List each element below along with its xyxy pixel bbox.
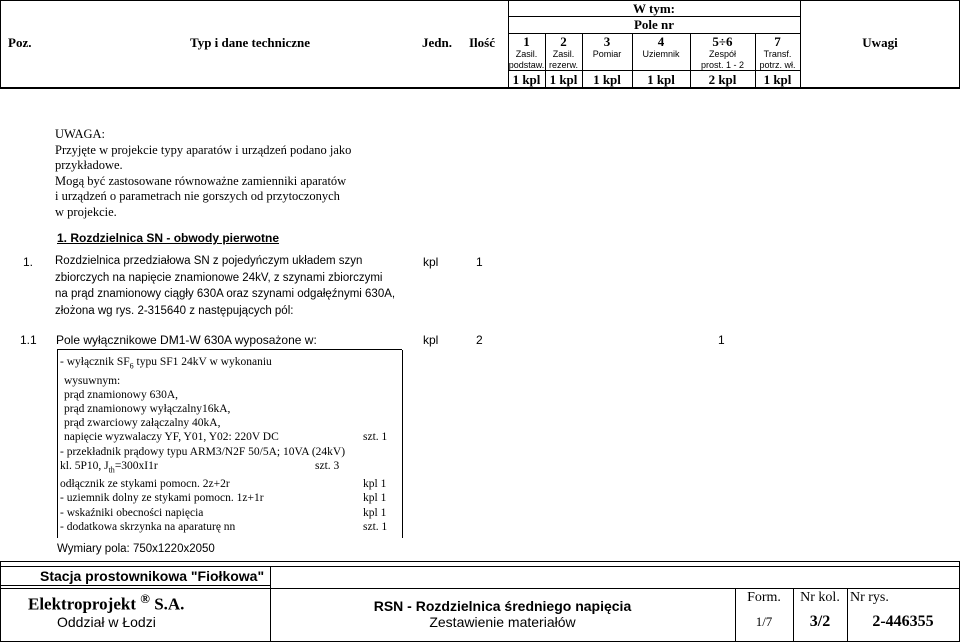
header-ilosc: Ilość	[469, 35, 495, 50]
uwaga-line: Przyjęte w projekcie typy aparatów i urządzeń podano jako	[55, 142, 352, 157]
pole-col-sub1: Zespół	[708, 49, 736, 59]
pole-col-sub1: Transf.	[763, 49, 792, 59]
pole-col-sub1: Zasil.	[515, 49, 538, 59]
section11-ilosc: 2	[476, 333, 483, 347]
section11-title: Pole wyłącznikowe DM1-W 630A wyposażone w:	[56, 333, 317, 347]
pole-column-5	[690, 35, 755, 71]
footer-nrkol-value: 3/2	[809, 613, 831, 630]
section1-jedn: kpl	[423, 255, 439, 269]
item-line: - przekładnik prądowy typu ARM3/N2F 50/5A; 10VA (24kV)	[60, 445, 346, 458]
footer-station: Stacja prostownikowa "Fiołkowa"	[40, 568, 265, 584]
pole-col-num: 1	[523, 34, 530, 49]
uwaga-line: Mogą być zastosowane równoważne zamienniki aparatów	[55, 173, 347, 188]
pole-col-num: 2	[560, 34, 567, 49]
pole-unit-7: 1 kpl	[763, 72, 792, 87]
uwaga-note	[55, 127, 395, 220]
header-poz: Poz.	[8, 35, 32, 50]
footer-form-label: Form.	[747, 590, 781, 605]
pole-unit-1: 1 kpl	[512, 72, 541, 87]
item-line: - wskaźniki obecności napięcia kpl 1	[60, 506, 387, 519]
registered-icon: ®	[140, 591, 150, 606]
footer-branch: Oddział w Łodzi	[57, 614, 156, 630]
company-sa: S.A.	[154, 594, 185, 614]
section11-wymiary: Wymiary pola: 750x1220x2050	[57, 543, 215, 555]
item-line: prąd zwarciowy załączalny 40kA,	[64, 417, 221, 430]
section11-poz: 1.1	[20, 333, 37, 347]
pole-col-sub2: prost. 1 - 2	[700, 60, 745, 70]
footer-doc-subtitle: Zestawienie materiałów	[429, 614, 576, 630]
header-uwagi: Uwagi	[862, 35, 898, 50]
section11-pole1: 1	[718, 333, 725, 347]
pole-col-sub2: potrz. wł.	[759, 60, 796, 70]
pole-column-7	[755, 35, 800, 71]
header-w-tym: W tym:	[632, 1, 675, 16]
pole-column-1	[508, 35, 545, 71]
footer-nrrys-label: Nr rys.	[850, 590, 889, 605]
section1-description	[55, 253, 405, 319]
section1-heading: 1. Rozdzielnica SN - obwody pierwotne	[57, 231, 280, 245]
pole-unit-4: 1 kpl	[647, 72, 675, 87]
pole-col-num: 4	[657, 34, 665, 49]
item-line: prąd znamionowy 630A,	[64, 388, 179, 401]
uwaga-title: UWAGA:	[55, 127, 105, 141]
footer-form-value: 1/7	[755, 614, 773, 629]
item-line: - wyłącznik $SF_6$ typu SF1 24kV w wykonaniu	[60, 356, 272, 371]
pole-col-sub1: Pomiar	[592, 49, 622, 59]
item-line: prąd znamionowy wyłączalny16kA,	[64, 402, 231, 415]
item-line: napięcie wyzwalaczy YF, Y01, Y02: 220V DC szt. 1	[64, 431, 388, 444]
company-name: Elektroprojekt	[28, 594, 136, 614]
pole-unit-3: 1 kpl	[593, 72, 621, 87]
section1-line: złożona wg rys. 2-315640 z następujących pól:	[55, 304, 294, 317]
section1-line: na prąd znamionowy ciągły 630A oraz szynami odgałęźnymi 630A,	[55, 288, 396, 300]
uwaga-line: w projekcie.	[55, 204, 117, 219]
footer-doc-title: RSN - Rozdzielnica średniego napięcia	[373, 598, 632, 614]
header-jedn: Jedn.	[422, 35, 452, 50]
pole-col-sub1: Uziemnik	[642, 49, 680, 59]
pole-column-2	[545, 35, 582, 71]
header-typ: Typ i dane techniczne	[189, 35, 310, 50]
pole-col-sub1: Zasil.	[552, 49, 575, 59]
section1-line: zbiorczych na napięcie znamionowe 24kV, z szynami zbiorczymi	[55, 271, 383, 284]
footer-nrkol-label: Nr kol.	[800, 590, 840, 605]
pole-col-num: 7	[774, 34, 781, 49]
item-line: wysuwnym:	[64, 374, 121, 387]
item-line: - dodatkowa skrzynka na aparaturę nn szt. 1	[60, 520, 388, 533]
section11-jedn: kpl	[423, 333, 439, 347]
pole-unit-5: 2 kpl	[708, 72, 737, 87]
header-pole-nr: Pole nr	[633, 17, 675, 32]
pole-column-4	[632, 35, 690, 60]
uwaga-line: i urządzeń o parametrach nie gorszych od przytoczonych	[55, 189, 340, 203]
uwaga-line: przykładowe.	[55, 158, 123, 172]
item-line: - uziemnik dolny ze stykami pomocn. 1z+1r kpl 1	[60, 492, 387, 505]
pole-col-sub2: podstaw.	[508, 60, 545, 70]
pole-unit-2: 1 kpl	[549, 72, 578, 87]
footer-company	[28, 591, 184, 615]
item-line: odłącznik ze stykami pomocn. 2z+2r kpl 1	[60, 478, 387, 491]
section11-items	[60, 355, 402, 534]
footer-nrrys-value: 2-446355	[872, 613, 934, 630]
pole-col-sub2: rezerw.	[548, 60, 578, 70]
section1-line: Rozdzielnica przedziałowa SN z pojedyńczym układem szyn	[55, 255, 363, 267]
section1-ilosc: 1	[476, 255, 483, 269]
pole-col-num: 3	[603, 34, 611, 49]
item-line: kl. 5P10, $J_{th}=300xI1r$ szt. 3	[60, 459, 340, 475]
pole-col-num: 5÷6	[712, 34, 733, 49]
pole-column-3	[582, 35, 632, 60]
section1-poz: 1.	[23, 255, 34, 269]
